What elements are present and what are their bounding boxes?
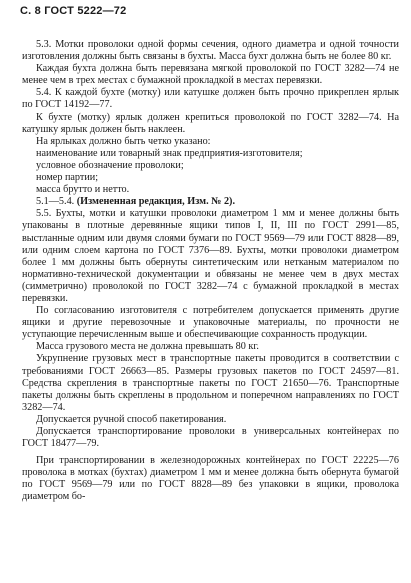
document-body [22, 39, 399, 504]
paragraph-manual-packing: Допускается ручной способ пакетирования. [36, 413, 227, 425]
list-item-mass: масса брутто и нетто. [36, 184, 130, 196]
amendment-text: (Измененная редакция, Изм. № 2). [76, 196, 235, 208]
paragraph-max-mass: Масса грузового места не должна превышать 80 кг. [36, 341, 259, 353]
amendment-note [22, 196, 399, 208]
paragraph-5-3: 5.3. Мотки проволоки одной формы сечения, одного диаметра и одной точности изготовления должны быть связаны в бухты. Масса бухт должна быть не более 80 кг. [22, 39, 399, 63]
list-item-designation: условное обозначение проволоки; [36, 159, 184, 171]
paragraph-5-4: 5.4. К каждой бухте (мотку) или катушке должен быть прочно прикреплен ярлык по ГОСТ 14192—77. [22, 87, 399, 111]
paragraph-label-contents: На ярлыках должно быть четко указано: [36, 135, 211, 147]
paragraph-agreement: По согласованию изготовителя с потребителем допускается применять другие ящики и другие перевозочные и упаковочные материалы, по прочности не уступающие перечисленным выше и обеспечивающие сохранность продукции. [22, 305, 399, 341]
paragraph-rail-transport: При транспортировании в железнодорожных контейнерах по ГОСТ 22225—76 проволока в мотках (бухтах) диаметром 1 мм и менее должна быть обернута бумагой по ГОСТ 9569—79 или по ГОСТ 8828—89 без упаковки в ящики, проволока диаметром бо- [22, 455, 399, 503]
paragraph-bundle-tying: Каждая бухта должна быть перевязана мягкой проволокой по ГОСТ 3282—74 не менее чем в трех местах с бумажной прокладкой в местах перевязки. [22, 63, 399, 87]
list-item-manufacturer: наименование или товарный знак предприятия-изготовителя; [36, 147, 303, 159]
paragraph-5-5: 5.5. Бухты, мотки и катушки проволоки диаметром 1 мм и менее должны быть упакованы в плотные деревянные ящики типов I, II, III по ГОСТ 2991—85, выстланные одним или двумя слоями бумаги по ГОСТ 9569—79 или ГОСТ 8828—89, или одним слоем картона по ГОСТ 7376—89. Бухты, мотки проволоки диаметром более 1 мм должны быть обернуты синтетическим или нетканым материалом по нормативно-технической документации и обвязаны не менее чем в двух местах (симметрично) проволокой по ГОСТ 3282—74 с бумажной прокладкой в местах перевязки. [22, 208, 399, 304]
paragraph-label-attach: К бухте (мотку) ярлык должен крепиться проволокой по ГОСТ 3282—74. На катушку ярлык должен быть наклеен. [22, 111, 399, 135]
paragraph-containers: Допускается транспортирование проволоки в универсальных контейнерах по ГОСТ 18477—79. [22, 426, 399, 450]
list-item-batch: номер партии; [36, 172, 99, 184]
page-header: С. 8 ГОСТ 5222—72 [20, 5, 127, 17]
amendment-range: 5.1—5.4. [36, 196, 75, 208]
paragraph-packaging-units: Укрупнение грузовых мест в транспортные пакеты проводится в соответствии с требованиями ГОСТ 26663—85. Размеры грузовых пакетов по ГОСТ 24597—81. Средства скрепления в транспортные пакеты по ГОСТ 21650—76. Транспортные пакеты должны быть скреплены в продольном и поперечном направлениях по ГОСТ 3282—74. [22, 353, 399, 413]
